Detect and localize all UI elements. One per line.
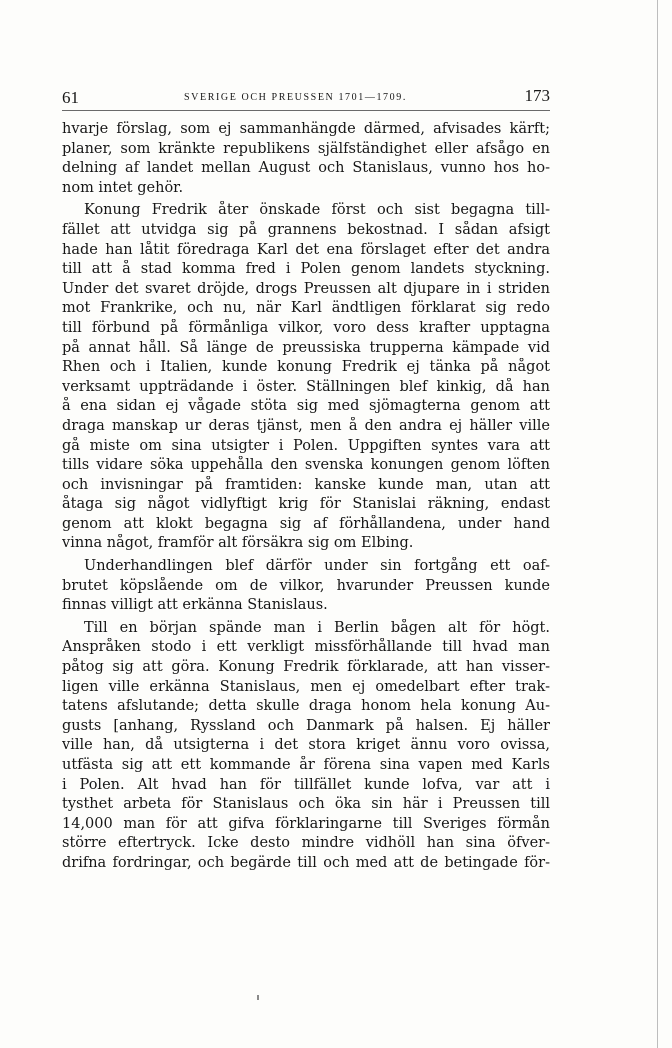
header-title: SVERIGE OCH PREUSSEN 1701—1709. xyxy=(184,92,407,103)
paragraph xyxy=(62,120,550,198)
text-line: ville han, då utsigterna i det stora kriget ännu voro ovissa, xyxy=(62,737,550,754)
text-line: Rhen och i Italien, kunde konung Fredrik ej tänka på något xyxy=(62,359,550,376)
text-line: drifna fordringar, och begärde till och med att de betingade för- xyxy=(62,854,550,871)
text-line: å ena sidan ej vågade stöta sig med sjömagterna genom att xyxy=(62,398,550,415)
text-line: och invisningar på framtiden: kanske kunde man, utan att xyxy=(62,476,550,493)
text-line: ligen ville erkänna Stanislaus, men ej omedelbart efter trak- xyxy=(62,678,550,695)
header-page-number-left: 61 xyxy=(62,88,79,107)
text-line: utfästa sig att ett kommande år förena sina vapen med Karls xyxy=(62,757,550,773)
text-line: planer, som kränkte republikens själfständighet eller afsågo en xyxy=(62,140,550,157)
text-line: delning af landet mellan August och Stanislaus, vunno hos ho- xyxy=(62,160,550,177)
text-line: tysthet arbeta för Stanislaus och öka sin här i Preussen till xyxy=(62,796,550,813)
text-line: till att å stad komma fred i Polen genom landets styckning. xyxy=(62,261,550,278)
text-line: i Polen. Alt hvad han för tillfället kunde lofva, var att i xyxy=(62,776,550,793)
text-line: hvarje förslag, som ej sammanhängde därmed, afvisades kärft; xyxy=(62,121,550,137)
text-line: Anspråken stodo i ett verkligt missförhållande till hvad man xyxy=(62,639,550,656)
text-line: på annat håll. Så länge de preussiska trupperna kämpade vid xyxy=(62,339,550,356)
text-line: tills vidare söka uppehålla den svenska konungen genom löften xyxy=(62,457,550,474)
text-body xyxy=(62,120,550,874)
text-line: Till en början spände man i Berlin bågen alt för högt. xyxy=(84,619,550,636)
text-line: gå miste om sina utsigter i Polen. Uppgiften syntes vara att xyxy=(62,437,550,454)
text-line: Under det svaret dröjde, drogs Preussen alt djupare in i striden xyxy=(62,280,550,297)
running-head xyxy=(62,86,550,111)
header-page-number-right: 173 xyxy=(524,86,550,105)
text-line: till förbund på förmånliga vilkor, voro dess krafter upptagna xyxy=(62,319,550,336)
text-line: vinna något, framför alt försäkra sig om Elbing. xyxy=(62,535,414,552)
text-line: åtaga sig något vidlyftigt krig för Stanislai räkning, endast xyxy=(62,496,550,513)
paragraph xyxy=(62,619,550,874)
text-line: tatens afslutande; detta skulle draga honom hela konung Au- xyxy=(62,698,550,715)
paragraph xyxy=(62,557,550,616)
text-line: fället att utvidga sig på grannens bekostnad. I sådan afsigt xyxy=(62,221,550,238)
text-line: genom att klokt begagna sig af förhållandena, under hand xyxy=(62,515,550,532)
text-line: gusts [anhang, Ryssland och Danmark på halsen. Ej häller xyxy=(62,717,550,734)
text-line: finnas villigt att erkänna Stanislaus. xyxy=(62,597,328,614)
text-line: draga manskap ur deras tjänst, men å den andra ej häller ville xyxy=(62,417,550,434)
text-line: mot Frankrike, och nu, när Karl ändtligen förklarat sig redo xyxy=(62,300,550,317)
text-line: Underhandlingen blef därför under sin fortgång ett oaf- xyxy=(84,558,550,575)
scan-speck xyxy=(257,995,259,1000)
text-line: större eftertryck. Icke desto mindre vidhöll han sina öfver- xyxy=(62,835,550,852)
text-line: verksamt uppträdande i öster. Ställningen blef kinkig, då han xyxy=(62,378,550,395)
text-line: Konung Fredrik åter önskade först och sist begagna till- xyxy=(84,202,550,219)
text-line: påtog sig att göra. Konung Fredrik förklarade, att han visser- xyxy=(62,659,550,676)
page-edge-line xyxy=(657,0,658,1048)
paragraph xyxy=(62,201,550,554)
text-line: hade han låtit föredraga Karl det ena förslaget efter det andra xyxy=(62,241,550,258)
text-line: 14,000 man för att gifva förklaringarne till Sveriges förmån xyxy=(62,815,550,832)
text-line: brutet köpslående om de vilkor, hvarunder Preussen kunde xyxy=(62,577,550,594)
text-line: nom intet gehör. xyxy=(62,179,184,196)
